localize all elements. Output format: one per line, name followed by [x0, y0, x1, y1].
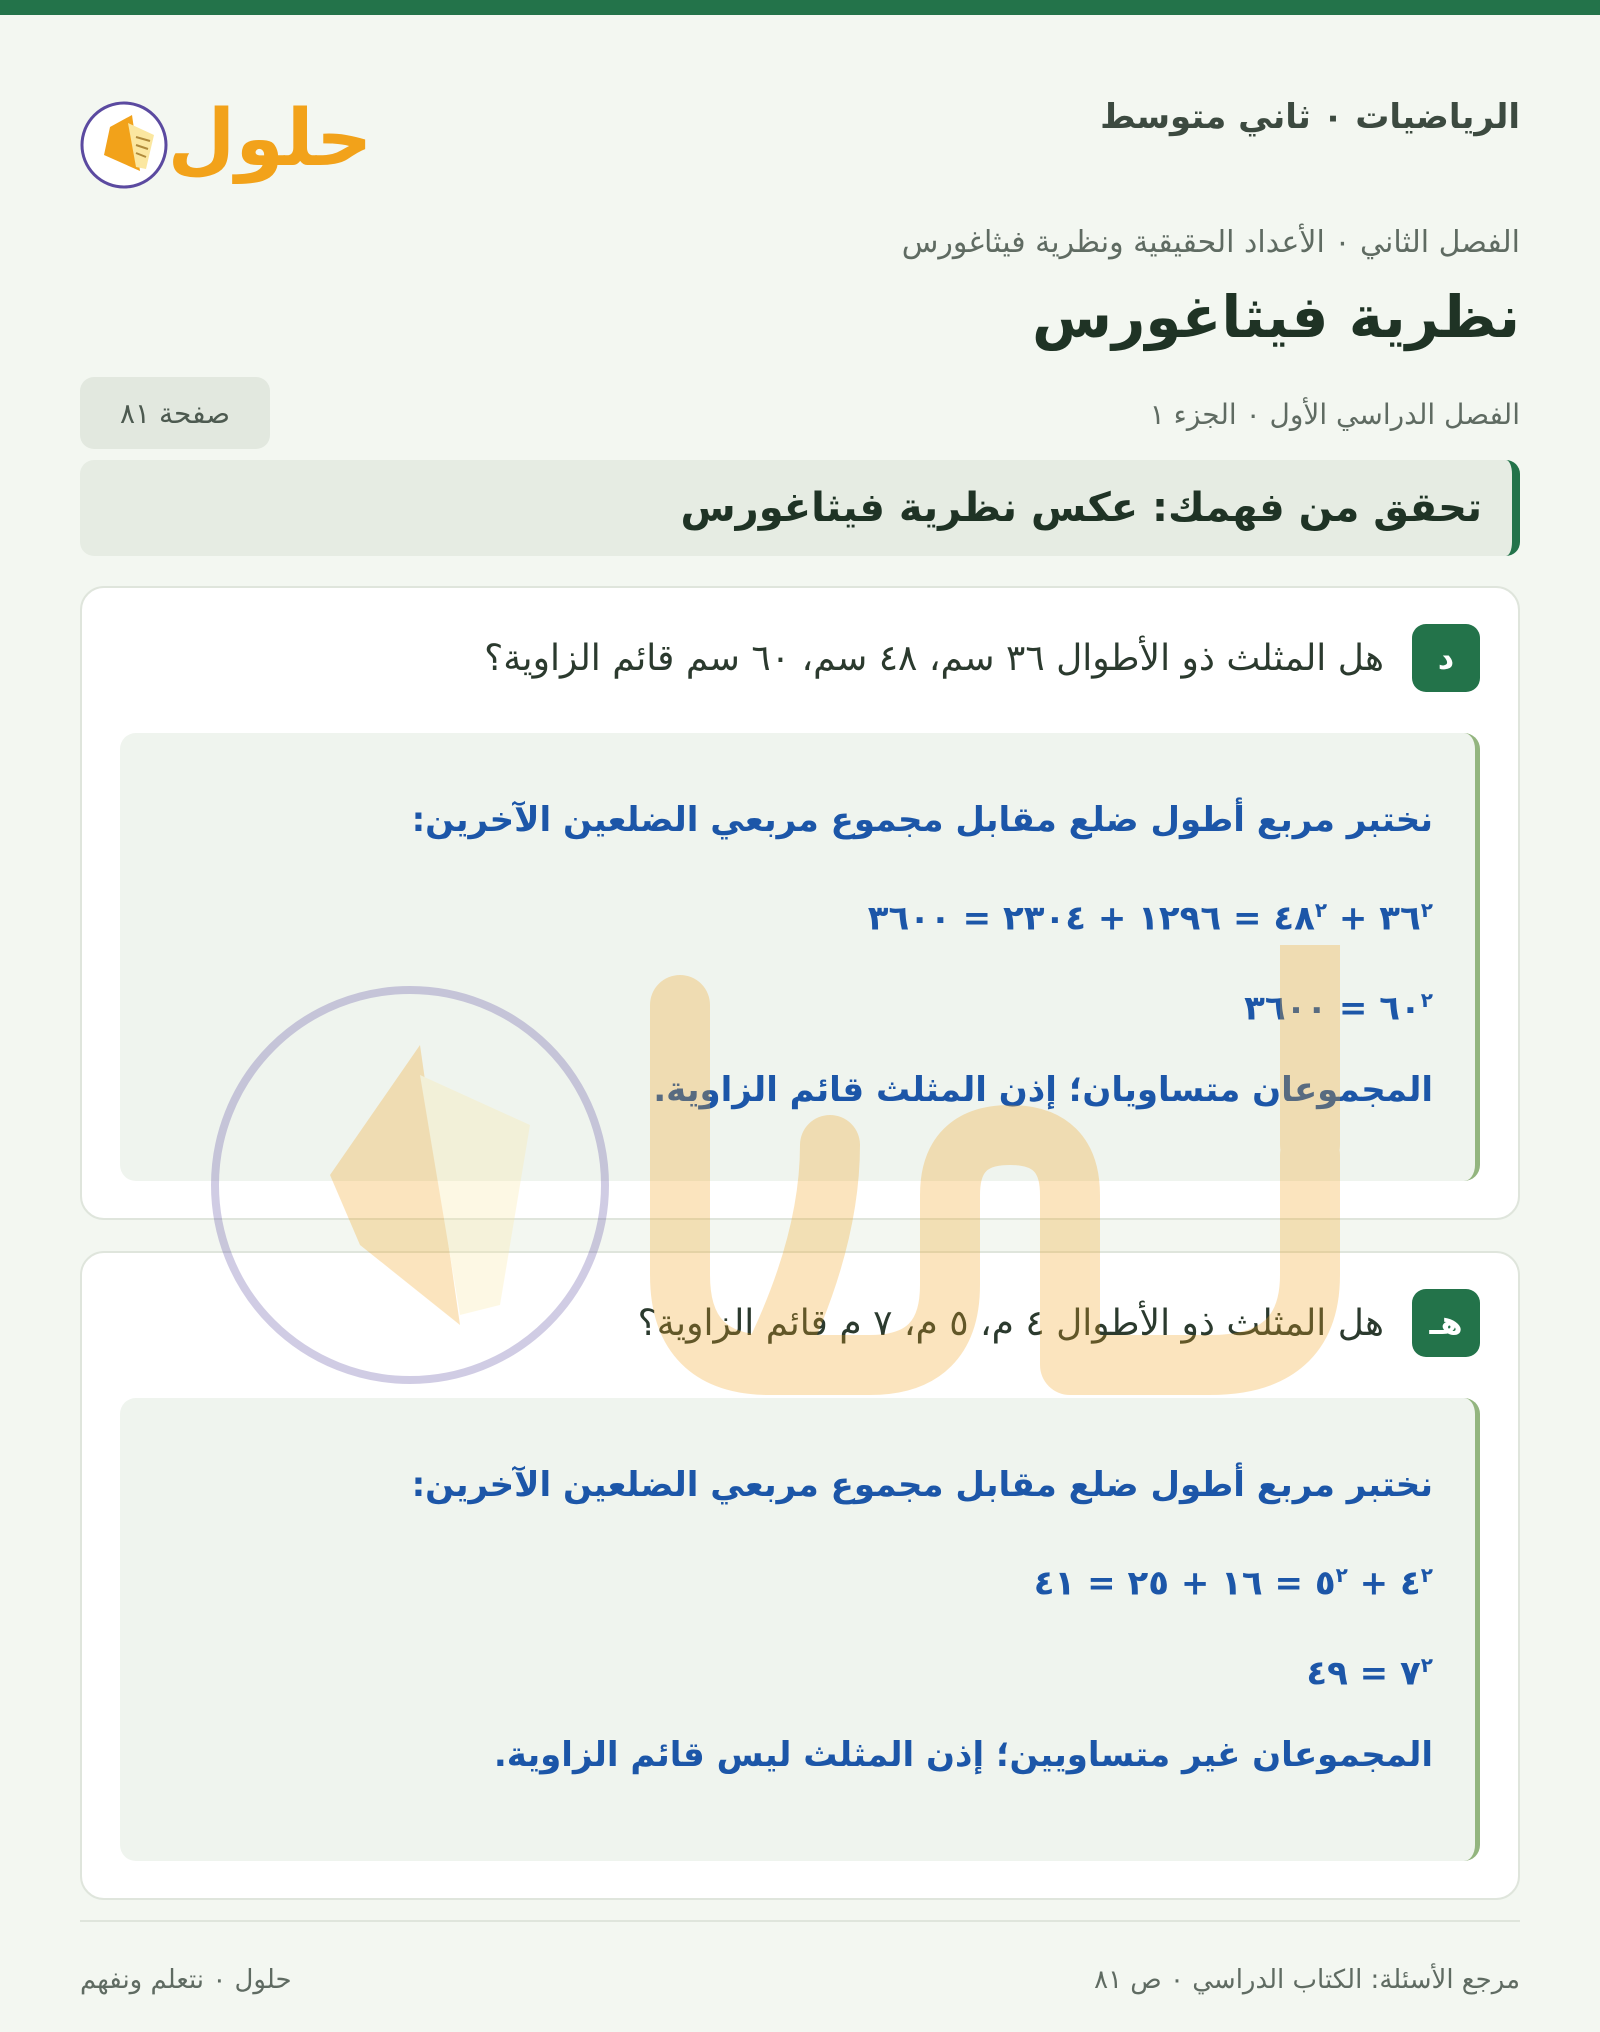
hulul-logo[interactable] — [80, 65, 370, 195]
answer-intro: نختبر مربع أطول ضلع مقابل مجموع مربعي الضلعين الآخرين: — [411, 800, 1433, 840]
section-heading — [80, 460, 1520, 556]
question-row — [484, 624, 1480, 692]
question-row — [638, 1289, 1480, 1357]
question-text: هل المثلث ذو الأطوال ٤ م، ٥ م، ٧ م قائم الزاوية؟ — [637, 1302, 1384, 1344]
answer-box — [120, 1398, 1480, 1861]
answer-intro: نختبر مربع أطول ضلع مقابل مجموع مربعي الضلعين الآخرين: — [411, 1465, 1433, 1505]
equation-sum-of-squares: $٣٦^٢$ + $٤٨^٢$ = ١٢٩٦ + ٢٣٠٤ = ٣٦٠٠ — [867, 898, 1433, 939]
subject-title: الرياضيات ٠ ثاني متوسط — [1100, 97, 1520, 137]
question-label-badge: د — [1412, 624, 1480, 692]
top-accent-bar — [0, 0, 1600, 15]
answer-conclusion: المجموعان غير متساويين؛ إذن المثلث ليس قائم الزاوية. — [493, 1735, 1433, 1775]
chapter-breadcrumb: الفصل الثاني ٠ الأعداد الحقيقية ونظرية فيثاغورس — [901, 225, 1520, 260]
question-card-d — [80, 586, 1520, 1220]
question-card-h — [80, 1251, 1520, 1900]
term-info: الفصل الدراسي الأول ٠ الجزء ١ — [1149, 398, 1520, 431]
footer-divider — [80, 1920, 1520, 1922]
page — [80, 15, 1520, 2032]
section-heading-text: تحقق من فهمك: عكس نظرية فيثاغورس — [680, 485, 1482, 531]
question-label-badge: هـ — [1412, 1289, 1480, 1357]
header — [80, 15, 1520, 235]
equation-longest-square: $٧^٢$ = ٤٩ — [1306, 1653, 1433, 1694]
question-text: هل المثلث ذو الأطوال ٣٦ سم، ٤٨ سم، ٦٠ سم قائم الزاوية؟ — [484, 637, 1384, 679]
footer-source: مرجع الأسئلة: الكتاب الدراسي ٠ ص ٨١ — [1094, 1965, 1520, 1995]
equation-sum-of-squares: $٤^٢$ + $٥^٢$ = ١٦ + ٢٥ = ٤١ — [1033, 1563, 1433, 1604]
lesson-title: نظرية فيثاغورس — [1031, 283, 1520, 351]
page-number-badge: صفحة ٨١ — [80, 377, 270, 449]
equation-longest-square: $٦٠^٢$ = ٣٦٠٠ — [1244, 988, 1433, 1029]
answer-conclusion: المجموعان متساويان؛ إذن المثلث قائم الزاوية. — [653, 1070, 1433, 1110]
footer-brand: حلول ٠ نتعلم ونفهم — [80, 1965, 292, 1995]
answer-box — [120, 733, 1480, 1181]
logo-wordmark: حلول — [167, 94, 370, 184]
logo-icon — [80, 65, 370, 195]
